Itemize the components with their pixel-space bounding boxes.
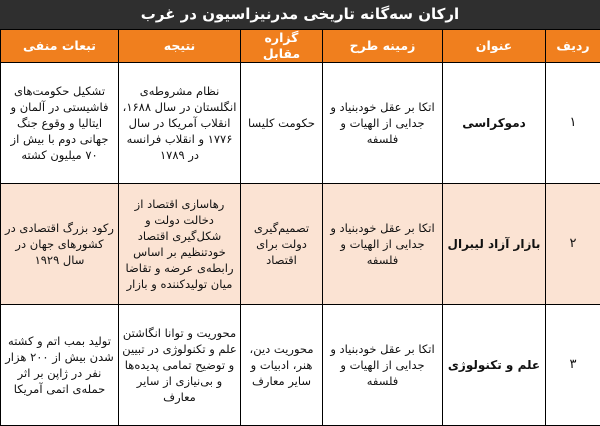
row-opposite: تصمیم‌گیری دولت برای اقتصاد — [241, 184, 323, 305]
table-row — [1, 63, 600, 184]
row-result: نظام مشروطه‌ی انگلستان در سال ۱۶۸۸، انقلاب آمریکا در سال ۱۷۷۶ و انقلاب فرانسه در ۱۷۸۹ — [119, 63, 241, 184]
row-subject: علم و تکنولوژی — [443, 305, 546, 426]
row-idx: ۳ — [546, 305, 600, 426]
header-negative: تبعات منفی — [1, 30, 119, 63]
header-result: نتیجه — [119, 30, 241, 63]
page-title: ارکان سه‌گانه تاریخی مدرنیزاسیون در غرب — [0, 0, 600, 29]
table-row — [1, 184, 600, 305]
row-negative: تشکیل حکومت‌های فاشیستی در آلمان و ایتالیا و وقوع جنگ جهانی دوم با بیش از ۷۰ میلیون کشته — [1, 63, 119, 184]
row-negative: رکود بزرگ اقتصادی در کشورهای جهان در سال ۱۹۲۹ — [1, 184, 119, 305]
row-background: اتکا بر عقل خودبنیاد و جدایی از الهیات و فلسفه — [323, 184, 443, 305]
row-idx: ۲ — [546, 184, 600, 305]
row-subject: بازار آزاد لیبرال — [443, 184, 546, 305]
header-subject: عنوان — [443, 30, 546, 63]
modernization-table — [0, 29, 600, 426]
row-background: اتکا بر عقل خودبنیاد و جدایی از الهیات و فلسفه — [323, 63, 443, 184]
row-opposite: محوریت دین، هنر، ادبیات و سایر معارف — [241, 305, 323, 426]
row-result: محوریت و توانا انگاشتن علم و تکنولوژی در تبیین و توضیح تمامی پدیده‌ها و بی‌نیازی از سایر معارف — [119, 305, 241, 426]
header-opposite: گزاره مقابل — [241, 30, 323, 63]
row-background: اتکا بر عقل خودبنیاد و جدایی از الهیات و فلسفه — [323, 305, 443, 426]
table-row — [1, 305, 600, 426]
header-idx: ردیف — [546, 30, 600, 63]
header-background: زمینه طرح — [323, 30, 443, 63]
row-negative: تولید بمب اتم و کشته شدن بیش از ۲۰۰ هزار نفر در ژاپن بر اثر حمله‌ی اتمی آمریکا — [1, 305, 119, 426]
table-header-row — [1, 30, 600, 63]
row-opposite: حکومت کلیسا — [241, 63, 323, 184]
row-idx: ۱ — [546, 63, 600, 184]
row-subject: دموکراسی — [443, 63, 546, 184]
row-result: رهاسازی اقتصاد از دخالت دولت و شکل‌گیری اقتصاد خودتنظیم بر اساس رابطه‌ی عرضه و تقاضا میان تولیدکننده و بازار — [119, 184, 241, 305]
